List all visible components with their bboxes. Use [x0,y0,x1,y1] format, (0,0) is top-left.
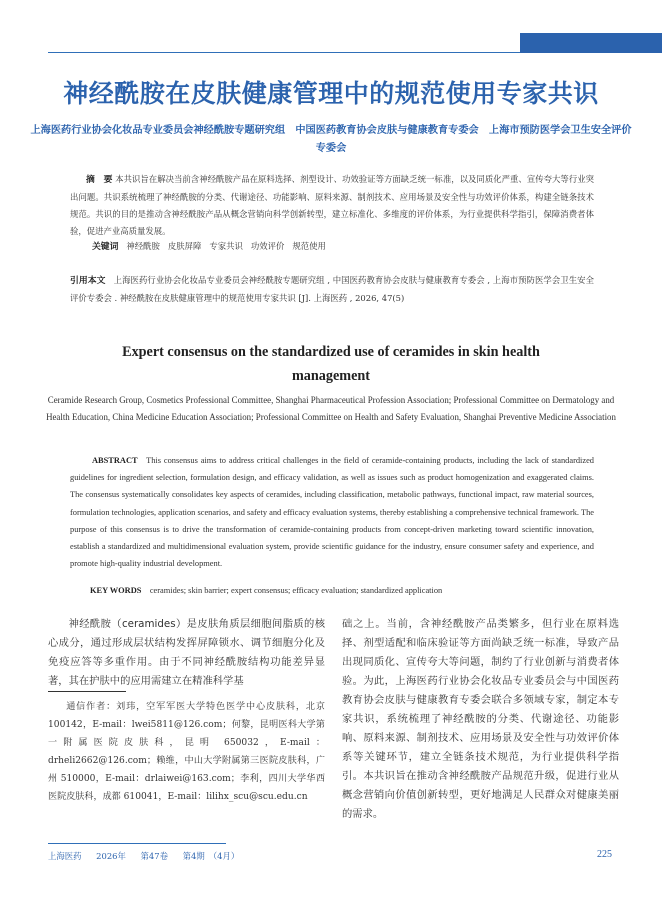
header-rule [48,52,520,53]
english-abstract [70,452,594,572]
journal-footer [48,850,251,862]
corresponding-authors-footnote [48,698,325,806]
english-authors: Ceramide Research Group, Cosmetics Professional Committee, Shanghai Pharmaceutical Profession Association; Professional Committee on Dermatology and Health Education, China Medicine Education Association; Professional Committee on Health and Safety Evaluation, Shanghai Preventive Medicine Association [46,395,616,422]
citation-label: 引用本文 [70,276,106,286]
citation-text: 上海医药行业协会化妆品专业委员会神经酰胺专题研究组 , 中国医药教育协会皮肤与健康教育专委会 , 上海市预防医学会卫生安全评价专委会 . 神经酰胺在皮肤健康管理中的规范使用专家共识 [J]. 上海医药 , 2026, 47(5) [70,275,594,303]
chinese-abstract [70,171,594,240]
english-title: Expert consensus on the standardized use of ceramides in skin health management [122,344,540,384]
keyword: 神经酰胺 [126,241,160,251]
body-right-column [342,615,619,824]
keyword: 专家共识 [209,241,243,251]
chinese-authors: 上海医药行业协会化妆品专业委员会神经酰胺专题研究组 中国医药教育协会皮肤与健康教育专委会 上海市预防医学会卫生安全评价专委会 [30,125,632,154]
chinese-abstract-text: 本共识旨在解决当前含神经酰胺产品在原料选择、剂型设计、功效验证等方面缺乏统一标准，以及同质化严重、宣传夸大等行业突出问题。共识系统梳理了神经酰胺的分类、代谢途径、功能影响、原料来源、制剂技术、应用场景及安全性与功效评价体系，构建全链条技术规范。共识的目的是推动含神经酰胺产品从概念营销向科学创新转型，建立标准化、多维度的评价体系，为行业提供科学指引，保障消费者体验，促进产业高质量发展。 [70,174,594,236]
english-abstract-text: This consensus aims to address critical challenges in the field of ceramide-containing products, including the lack of standardized guidelines for ingredient selection, formulation design, and efficacy validation, as well as issues such as product homogenization and exaggerated claims. The consensus systematically consolidates key aspects of ceramides, including classification, metabolic pathways, functional impact, raw material sources, formulation technologies, application scenarios, and safety and efficacy evaluation systems, thereby establishing a comprehensive technical framework. The purpose of this consensus is to drive the transformation of ceramide-containing products from concept-driven marketing toward scientific innovation, establish a standardized and multidimensional evaluation system, provide scientific guidance for the industry, ensure consumer safety and experience, and promote high-quality industrial development. [70,456,594,569]
english-abstract-label: ABSTRACT [92,456,138,465]
body-paragraph: 础之上。当前，含神经酰胺产品类繁多，但行业在原料选择、剂型适配和临床验证等方面尚缺乏统一标准，导致产品出现同质化、宣传夸大等问题，制约了行业创新与消费者体验。为此，上海医药行业协会化妆品专业委员会与中国医药教育协会皮肤与健康教育专委会联合多领域专家，制定本专家共识，系统梳理了神经酰胺的分类、代谢途径、功能影响、原料来源、制剂技术、应用场景及安全性与功效评价体系等关键环节，建立全链条技术规范，为行业提供科学指引。本共识旨在推动含神经酰胺产品规范升级，促进行业从概念营销向价值创新转型，更好地满足人民群众对健康美丽的需求。 [342,618,619,820]
journal-issue: 第4期 [182,851,205,861]
body-left-column [48,615,325,691]
citation [70,272,594,307]
english-keywords-label: KEY WORDS [90,586,142,595]
journal-year: 2026年 [96,851,126,861]
journal-volume: 第47卷 [140,851,168,861]
chinese-abstract-label: 摘 要 [86,175,113,185]
keyword: 皮肤屏障 [167,241,202,251]
keyword: 规范使用 [292,241,326,251]
body-paragraph: 神经酰胺（ceramides）是皮肤角质层细胞间脂质的核心成分，通过形成层状结构发挥屏障锁水、调节细胞分化及免疫应答等多重作用。由于不同神经酰胺结构功能差异显著，其在护肤中的应用需建立在精准科学基 [48,618,325,687]
chinese-title: 神经酰胺在皮肤健康管理中的规范使用专家共识 [63,79,599,108]
journal-name: 上海医药 [48,851,82,861]
chinese-keywords [92,239,326,252]
footnote-rule [48,691,126,692]
english-keywords-text: ceramides; skin barrier; expert consensus; efficacy evaluation; standardized application [149,586,443,595]
journal-month: （4月） [208,851,240,861]
english-keywords [90,586,610,595]
page-number: 225 [597,849,612,860]
chinese-keywords-label: 关键词 [92,242,119,252]
header-color-block [520,33,662,53]
keyword: 功效评价 [250,241,285,251]
footnote-text: 通信作者：刘玮，空军军医大学特色医学中心皮肤科，北京 100142，E-mail：lwei5811@126.com；何黎，昆明医科大学第一附属医院皮肤科，昆明 650032，E-mail：drheli2662@126.com；赖维，中山大学附属第三医院皮肤科，广州 510000，E-mail：drlaiwei@163.com；李利，四川大学华西医院皮肤科，成都 610041，E-mail：lilihx_scu@scu.edu.cn [48,702,325,802]
footer-rule [48,843,226,844]
